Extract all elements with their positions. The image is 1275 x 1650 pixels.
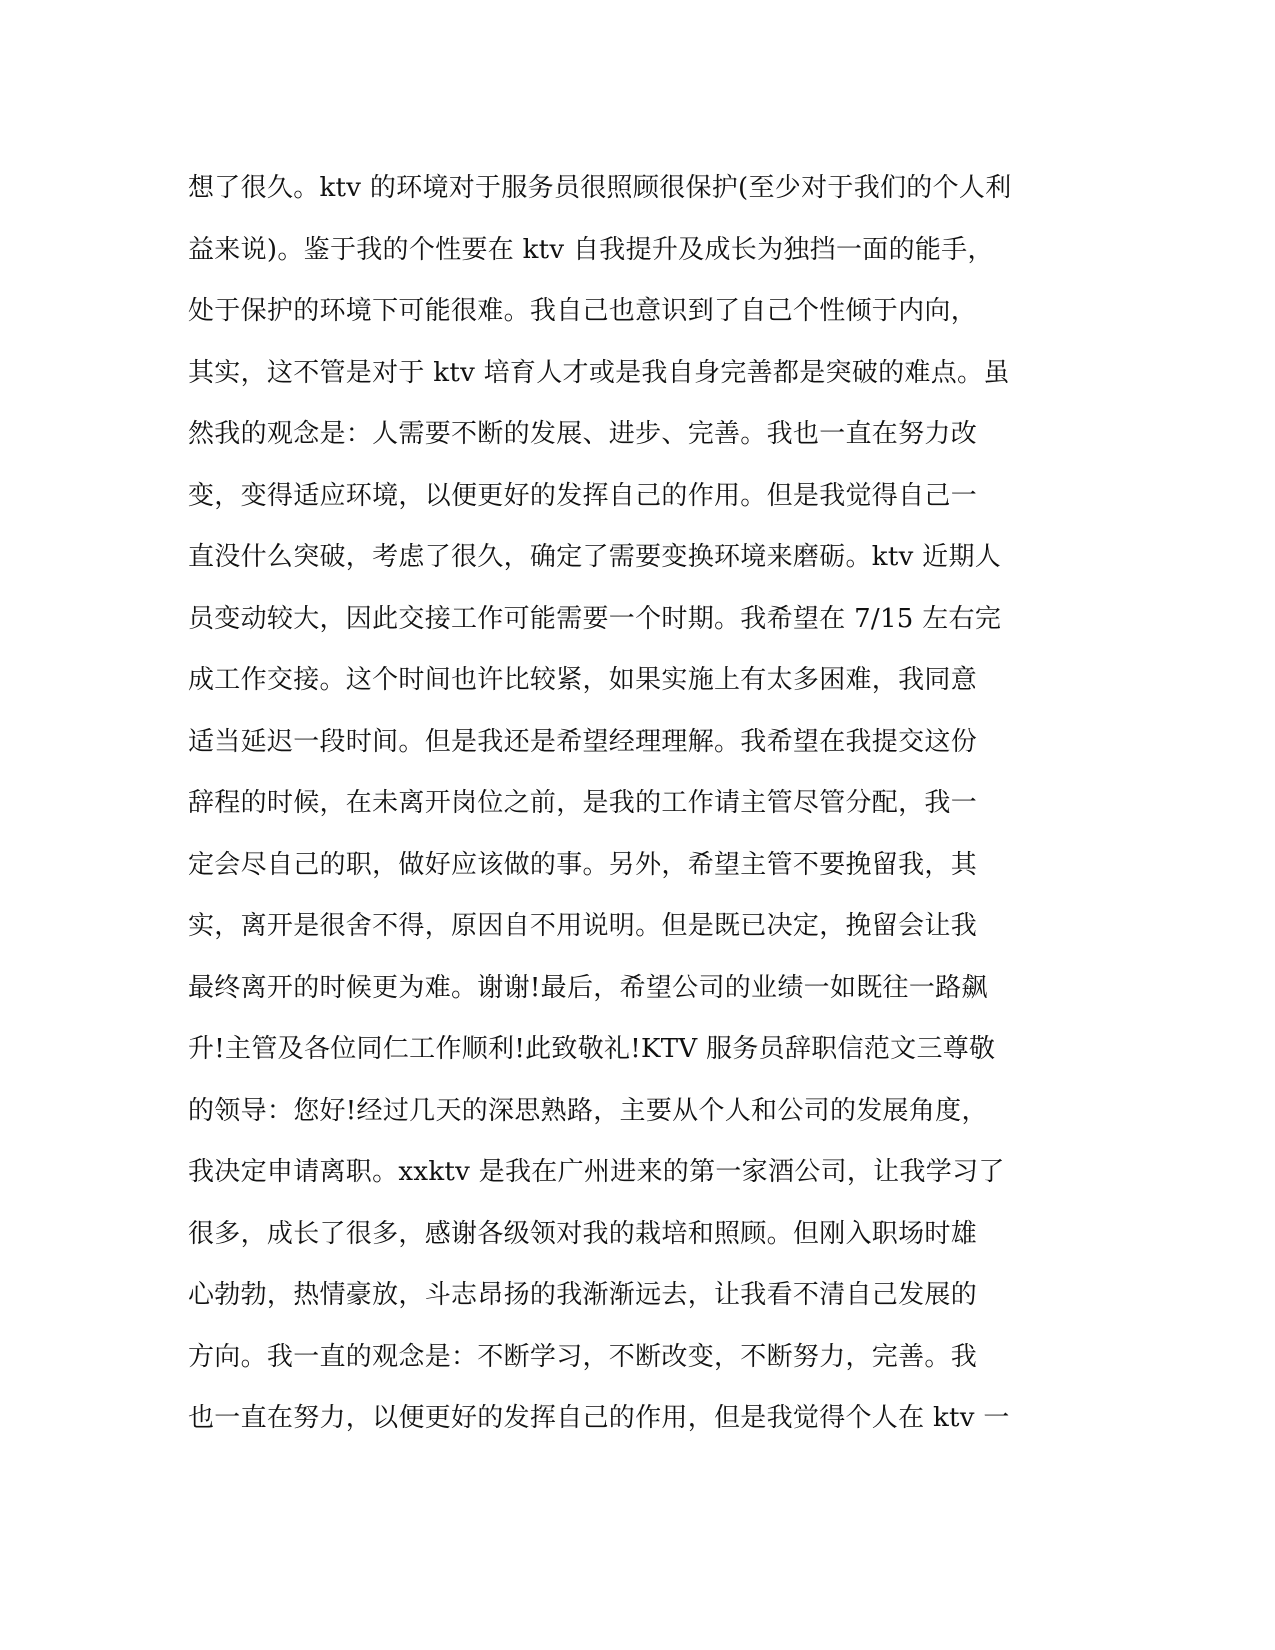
text-line-16: 的领导：您好!经过几天的深思熟路，主要从个人和公司的发展角度， bbox=[188, 1095, 988, 1126]
text-line-2: 益来说)。鉴于我的个性要在 ktv 自我提升及成长为独挡一面的能手， bbox=[188, 234, 994, 265]
text-line-9: 成工作交接。这个时间也许比较紧，如果实施上有太多困难，我同意 bbox=[188, 665, 978, 695]
text-line-13: 实，离开是很舍不得，原因自不用说明。但是既已决定，挽留会让我 bbox=[188, 911, 978, 941]
text-line-5: 然我的观念是：人需要不断的发展、进步、完善。我也一直在努力改 bbox=[188, 419, 978, 449]
text-line-14: 最终离开的时候更为难。谢谢!最后，希望公司的业绩一如既往一路飙 bbox=[188, 972, 988, 1003]
text-line-12: 定会尽自己的职，做好应该做的事。另外，希望主管不要挽留我，其 bbox=[188, 849, 978, 880]
text-line-1: 想了很久。ktv 的环境对于服务员很照顾很保护(至少对于我们的个人利 bbox=[188, 173, 1012, 203]
text-line-15: 升!主管及各位同仁工作顺利!此致敬礼!KTV 服务员辞职信范文三尊敬 bbox=[188, 1034, 996, 1064]
text-line-21: 也一直在努力，以便更好的发挥自己的作用，但是我觉得个人在 ktv 一 bbox=[188, 1403, 1010, 1433]
text-line-8: 员变动较大，因此交接工作可能需要一个时期。我希望在 7/15 左右完 bbox=[188, 603, 1002, 634]
text-line-4: 其实，这不管是对于 ktv 培育人才或是我自身完善都是突破的难点。虽 bbox=[188, 357, 1010, 388]
body-text bbox=[188, 158, 1088, 1450]
text-line-18: 很多，成长了很多，感谢各级领对我的栽培和照顾。但刚入职场时雄 bbox=[188, 1218, 978, 1249]
text-line-20: 方向。我一直的观念是：不断学习，不断改变，不断努力，完善。我 bbox=[188, 1341, 978, 1372]
text-line-17: 我决定申请离职。xxktv 是我在广州进来的第一家酒公司，让我学习了 bbox=[188, 1157, 1005, 1187]
text-line-7: 直没什么突破，考虑了很久，确定了需要变换环境来磨砺。ktv 近期人 bbox=[188, 542, 1002, 572]
text-line-19: 心勃勃，热情豪放，斗志昂扬的我渐渐远去，让我看不清自己发展的 bbox=[188, 1280, 978, 1310]
text-line-10: 适当延迟一段时间。但是我还是希望经理理解。我希望在我提交这份 bbox=[188, 726, 978, 757]
text-line-11: 辞程的时候，在未离开岗位之前，是我的工作请主管尽管分配，我一 bbox=[188, 788, 978, 818]
text-line-3: 处于保护的环境下可能很难。我自己也意识到了自己个性倾于内向， bbox=[188, 296, 978, 326]
text-line-6: 变，变得适应环境，以便更好的发挥自己的作用。但是我觉得自己一 bbox=[188, 480, 978, 511]
